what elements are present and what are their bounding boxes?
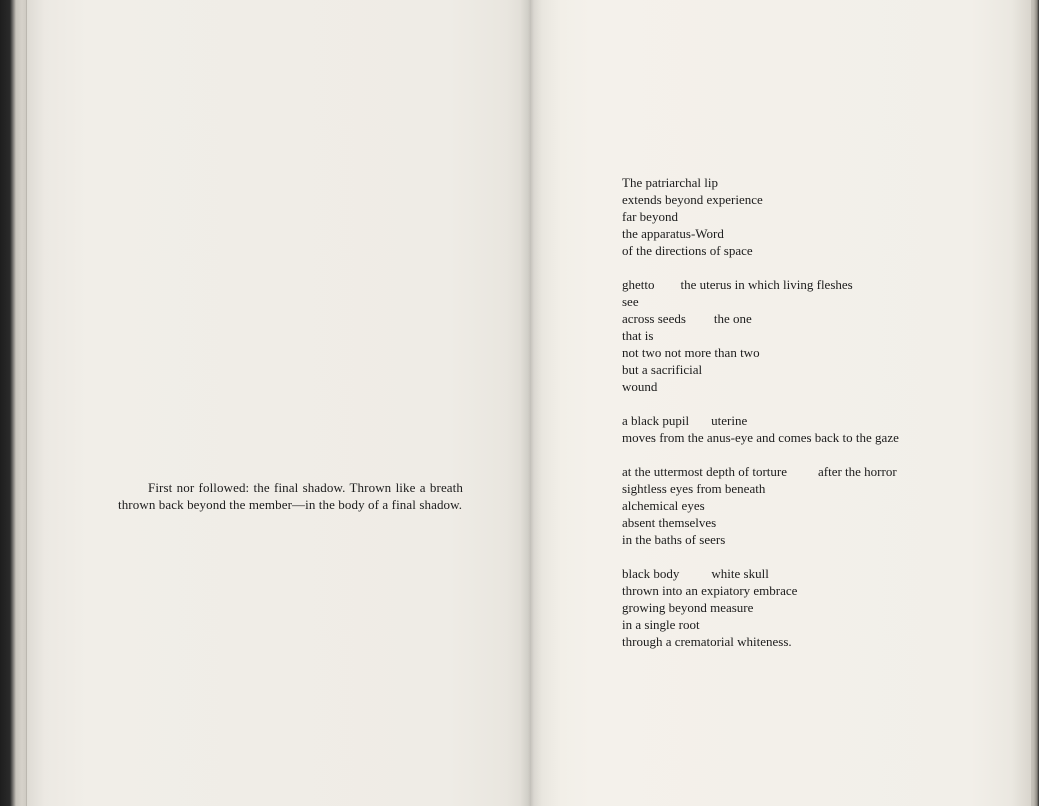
poem-line: far beyond: [622, 209, 678, 224]
stanza-break: [622, 259, 1012, 276]
poem-line: at the uttermost depth of torture after the horror: [622, 464, 897, 479]
poem-line: thrown into an expiatory embrace: [622, 583, 798, 598]
right-page: [531, 0, 1031, 806]
poem-line: in a single root: [622, 617, 700, 632]
stanza-break: [622, 395, 1012, 412]
poem-line: in the baths of seers: [622, 532, 726, 547]
poem-line: moves from the anus-eye and comes back to the gaze: [622, 430, 899, 445]
poem-line: ghetto the uterus in which living fleshes: [622, 277, 853, 292]
poem-line: extends beyond experience: [622, 192, 763, 207]
poem-line: The patriarchal lip: [622, 175, 719, 190]
poem-line: a black pupil uterine: [622, 413, 748, 428]
poem-line: sightless eyes from beneath: [622, 481, 766, 496]
stanza-break: [622, 548, 1012, 565]
poem-line: black body white skull: [622, 566, 769, 581]
book-left-edge: [0, 0, 26, 806]
poem-line: that is: [622, 328, 654, 343]
stanza-break: [622, 446, 1012, 463]
poem-line: see: [622, 294, 639, 309]
poem-line: growing beyond measure: [622, 600, 754, 615]
poem-line: wound: [622, 379, 658, 394]
prose-paragraph: First nor followed: the final shadow. Thrown like a breath thrown back beyond the member—in the body of a final shadow.: [118, 480, 463, 512]
book-right-edge: [1031, 0, 1039, 806]
poem-line: of the directions of space: [622, 243, 753, 258]
poem-line: absent themselves: [622, 515, 717, 530]
poem: [622, 174, 1012, 650]
poem-line: not two not more than two: [622, 345, 760, 360]
poem-line: across seeds the one: [622, 311, 752, 326]
left-page: [26, 0, 532, 806]
poem-line: alchemical eyes: [622, 498, 705, 513]
poem-line: but a sacrificial: [622, 362, 703, 377]
poem-line: through a crematorial whiteness.: [622, 634, 792, 649]
poem-line: the apparatus-Word: [622, 226, 724, 241]
